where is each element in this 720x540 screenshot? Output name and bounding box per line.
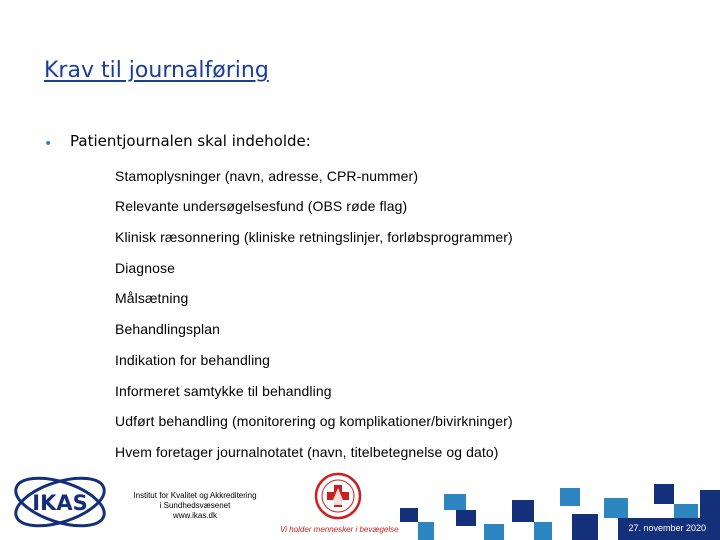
list-item: Diagnose — [115, 260, 175, 276]
bullet-dot-icon: • — [44, 136, 53, 152]
slide-title: Krav til journalføring — [44, 58, 269, 83]
list-item: Indikation for behandling — [115, 352, 271, 368]
ikas-logo — [8, 472, 112, 532]
footer-motto: Vi holder mennesker i bevægelse — [280, 525, 399, 534]
institute-subtitle: i Sundhedsvæsenet — [159, 501, 231, 510]
institute-url[interactable]: www.ikas.dk — [172, 511, 217, 520]
list-item: Klinisk ræsonnering (kliniske retningslinjer, forløbsprogrammer) — [115, 229, 513, 245]
list-item: Relevante undersøgelsesfund (OBS røde flag) — [115, 198, 408, 214]
ikas-logo-text: IKAS — [32, 491, 88, 515]
list-item: Behandlingsplan — [115, 321, 221, 337]
lead-text: Patientjournalen skal indeholde: — [70, 132, 311, 150]
institute-name: Institut for Kvalitet og Akkreditering — [133, 491, 257, 500]
list-item: Stamoplysninger (navn, adresse, CPR-nummer) — [115, 168, 419, 184]
institute-info — [120, 491, 270, 521]
list-item: Udført behandling (monitorering og komplikationer/bivirkninger) — [115, 413, 513, 429]
list-item: Målsætning — [115, 290, 189, 306]
list-item: Informeret samtykke til behandling — [115, 383, 332, 399]
list-item: Hvem foretager journalnotatet (navn, titelbetegnelse og dato) — [115, 444, 499, 460]
association-seal-icon — [314, 472, 362, 520]
slide-date: 27. november 2020 — [628, 523, 706, 533]
